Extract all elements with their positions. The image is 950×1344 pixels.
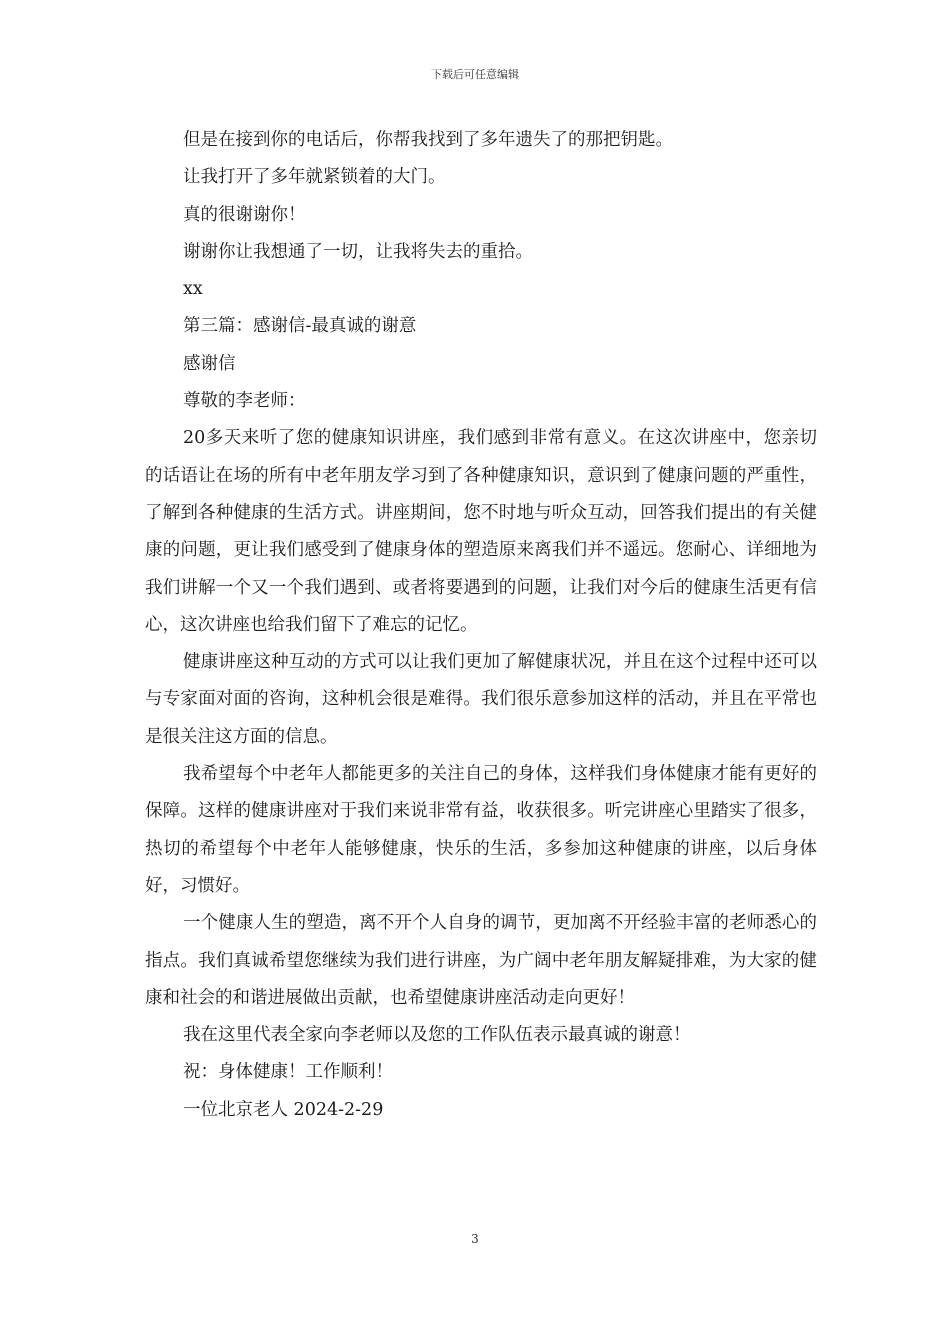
salutation: 尊敬的李老师： <box>183 391 306 412</box>
signature-date: 一位北京老人 2024-2-29 <box>183 1099 384 1120</box>
text-line: 但是在接到你的电话后，你帮我找到了多年遗失了的那把钥匙。 <box>183 130 673 150</box>
body-paragraph: 健康讲座这种互动的方式可以让我们更加了解健康状况，并且在这个过程中还可以与专家面对面的咨询，这种机会很是难得。我们很乐意参加这样的活动，并且在平常也是很关注这方面的信息。 <box>145 652 817 747</box>
letter-title: 感谢信 <box>183 353 236 374</box>
section-title: 第三篇：感谢信-最真诚的谢意 <box>183 316 417 337</box>
signature-line: xx <box>183 279 203 300</box>
page-number: 3 <box>471 1232 479 1246</box>
closing-line: 我在这里代表全家向李老师以及您的工作队伍表示最真诚的谢意！ <box>183 1025 691 1046</box>
text-line: 真的很谢谢你！ <box>183 204 306 225</box>
page-header: 下载后可任意编辑 <box>431 68 519 81</box>
document-body <box>145 122 817 1129</box>
body-paragraph: 20多天来听了您的健康知识讲座，我们感到非常有意义。在这次讲座中，您亲切的话语让在场的所有中老年朋友学习到了各种健康知识，意识到了健康问题的严重性，了解到各种健康的生活方式。讲座期间，您不时地与听众互动，回答我们提出的有关健康的问题，更让我们感受到了健康身体的塑造原来离我们并不遥远。您耐心、详细地为我们讲解一个又一个我们遇到、或者将要遇到的问题，让我们对今后的健康生活更有信心，这次讲座也给我们留下了难忘的记忆。 <box>145 428 817 635</box>
text-line: 让我打开了多年就紧锁着的大门。 <box>183 167 446 188</box>
body-paragraph: 我希望每个中老年人都能更多的关注自己的身体，这样我们身体健康才能有更好的保障。这样的健康讲座对于我们来说非常有益，收获很多。听完讲座心里踏实了很多，热切的希望每个中老年人能够健康，快乐的生活，多参加这种健康的讲座，以后身体好，习惯好。 <box>145 764 817 896</box>
closing-wishes: 祝：身体健康！工作顺利！ <box>183 1062 393 1083</box>
body-paragraph: 一个健康人生的塑造，离不开个人自身的调节，更加离不开经验丰富的老师悉心的指点。我们真诚希望您继续为我们进行讲座，为广阔中老年朋友解疑排难，为大家的健康和社会的和谐进展做出贡献，也希望健康讲座活动走向更好！ <box>145 913 817 1008</box>
text-line: 谢谢你让我想通了一切，让我将失去的重拾。 <box>183 241 533 262</box>
